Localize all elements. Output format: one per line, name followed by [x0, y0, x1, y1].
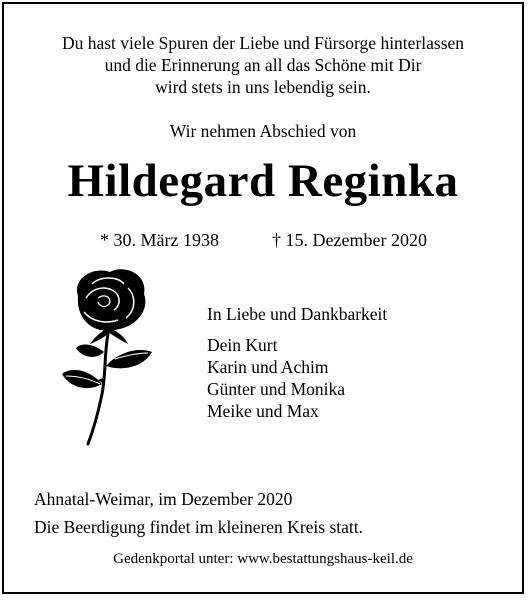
- verse-line: Du hast viele Spuren der Liebe und Fürsorge hinterlassen: [61, 33, 465, 53]
- mourner-name: Dein Kurt: [207, 335, 278, 355]
- mourner-name: Günter und Monika: [207, 379, 346, 399]
- verse-line: und die Erinnerung an all das Schöne mit Dir: [104, 55, 422, 75]
- death-date: † 15. Dezember 2020: [272, 230, 427, 250]
- mourners-intro: In Liebe und Dankbarkeit: [207, 304, 388, 324]
- birth-date: * 30. März 1938: [100, 230, 219, 250]
- verse-line: wird stets in uns lebendig sein.: [155, 77, 371, 97]
- obituary-notice: [2, 2, 524, 594]
- burial-note: Die Beerdigung findet im kleineren Kreis statt.: [34, 517, 364, 537]
- rose-icon: [58, 266, 168, 446]
- mourner-name: Karin und Achim: [207, 357, 329, 377]
- mourners-block: [207, 303, 387, 422]
- farewell-line: Wir nehmen Abschied von: [169, 121, 357, 141]
- mourner-name: Meike und Max: [207, 401, 319, 421]
- place-date: Ahnatal-Weimar, im Dezember 2020: [34, 489, 293, 509]
- deceased-name: Hildegard Reginka: [67, 155, 459, 207]
- memorial-portal-link: Gedenkportal unter: www.bestattungshaus-keil.de: [113, 551, 413, 567]
- memorial-verse: [4, 32, 522, 98]
